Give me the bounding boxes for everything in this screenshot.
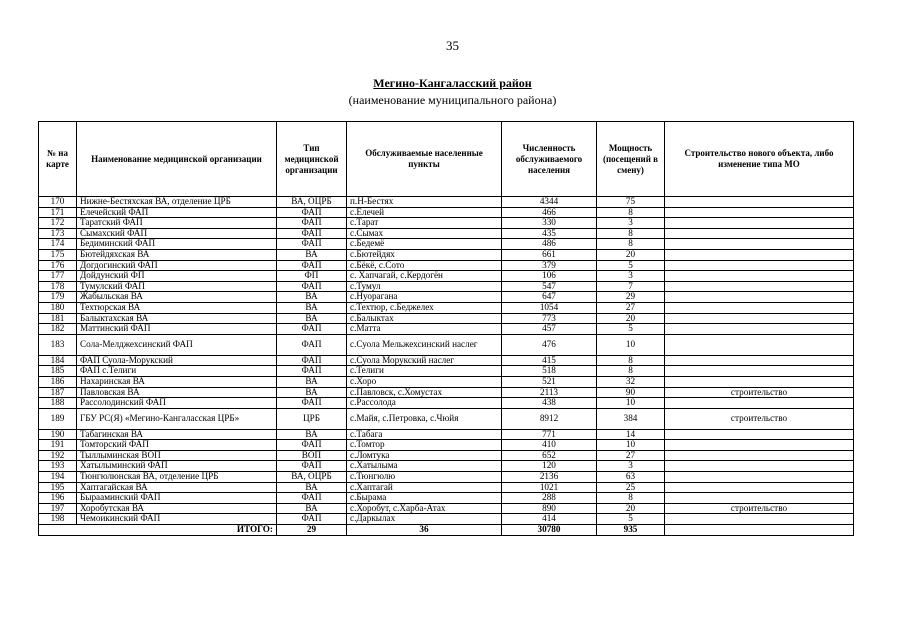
cell-construction [665, 461, 854, 472]
header-capacity: Мощность (посещений в смену) [597, 122, 665, 197]
cell-population: 521 [502, 376, 597, 387]
cell-construction [665, 514, 854, 525]
cell-population: 438 [502, 398, 597, 409]
cell-org-name: Таратский ФАП [77, 218, 277, 229]
cell-construction [665, 302, 854, 313]
table-row [39, 281, 854, 292]
cell-construction [665, 324, 854, 335]
cell-map-number: 170 [39, 197, 77, 208]
total-types: 29 [277, 525, 347, 536]
cell-population: 1021 [502, 482, 597, 493]
cell-settlements: п.Н-Бестях [347, 197, 502, 208]
cell-org-type: ФАП [277, 493, 347, 504]
table-row [39, 429, 854, 440]
cell-org-type: ВА [277, 292, 347, 303]
cell-org-type: ВА, ОЦРБ [277, 197, 347, 208]
header-construction: Строительство нового объекта, либо изменение типа МО [665, 122, 854, 197]
cell-population: 466 [502, 207, 597, 218]
cell-population: 547 [502, 281, 597, 292]
cell-org-type: ФАП [277, 239, 347, 250]
cell-settlements: с. Хапчагай, с.Кердогён [347, 271, 502, 282]
cell-org-type: ФАП [277, 207, 347, 218]
cell-map-number: 178 [39, 281, 77, 292]
cell-capacity: 27 [597, 302, 665, 313]
cell-population: 486 [502, 239, 597, 250]
cell-population: 379 [502, 260, 597, 271]
cell-capacity: 10 [597, 440, 665, 451]
cell-capacity: 14 [597, 429, 665, 440]
cell-construction [665, 472, 854, 483]
cell-map-number: 189 [39, 408, 77, 429]
cell-org-type: ФАП [277, 228, 347, 239]
cell-construction [665, 334, 854, 355]
cell-construction [665, 493, 854, 504]
cell-construction [665, 429, 854, 440]
cell-capacity: 27 [597, 450, 665, 461]
cell-settlements: с.Бютейдях [347, 249, 502, 260]
cell-settlements: с.Матта [347, 324, 502, 335]
cell-capacity: 5 [597, 260, 665, 271]
cell-map-number: 177 [39, 271, 77, 282]
cell-population: 288 [502, 493, 597, 504]
cell-population: 8912 [502, 408, 597, 429]
table-row [39, 292, 854, 303]
cell-org-name: Бютейдяхская ВА [77, 249, 277, 260]
cell-capacity: 20 [597, 503, 665, 514]
cell-map-number: 188 [39, 398, 77, 409]
cell-population: 518 [502, 366, 597, 377]
cell-settlements: с.Елечей [347, 207, 502, 218]
cell-map-number: 191 [39, 440, 77, 451]
cell-settlements: с.Балыктах [347, 313, 502, 324]
cell-settlements: с.Телиги [347, 366, 502, 377]
cell-capacity: 3 [597, 461, 665, 472]
cell-population: 120 [502, 461, 597, 472]
header-settlements: Обслуживаемые населенные пункты [347, 122, 502, 197]
cell-org-name: ГБУ РС(Я) «Мегино-Кангаласская ЦРБ» [77, 408, 277, 429]
cell-settlements: с.Майя, с.Петровка, с.Чюйя [347, 408, 502, 429]
cell-org-name: Дойдунский ФП [77, 271, 277, 282]
cell-org-name: Рассолодинский ФАП [77, 398, 277, 409]
cell-org-name: Тыллыминская ВОП [77, 450, 277, 461]
cell-population: 661 [502, 249, 597, 260]
cell-org-type: ВА [277, 482, 347, 493]
cell-org-name: Хатылыминский ФАП [77, 461, 277, 472]
cell-population: 106 [502, 271, 597, 282]
facilities-table [38, 121, 854, 536]
cell-settlements: с.Хоро [347, 376, 502, 387]
table-row [39, 514, 854, 525]
cell-map-number: 196 [39, 493, 77, 504]
cell-construction [665, 218, 854, 229]
cell-capacity: 10 [597, 334, 665, 355]
cell-org-type: ФАП [277, 260, 347, 271]
table-row [39, 440, 854, 451]
cell-org-type: ВА [277, 313, 347, 324]
cell-map-number: 174 [39, 239, 77, 250]
cell-construction [665, 398, 854, 409]
table-row [39, 366, 854, 377]
cell-org-name: Елечейский ФАП [77, 207, 277, 218]
table-row [39, 271, 854, 282]
cell-org-type: ВА [277, 503, 347, 514]
cell-org-type: ВА [277, 387, 347, 398]
cell-map-number: 179 [39, 292, 77, 303]
cell-construction [665, 239, 854, 250]
cell-settlements: с.Нуорагана [347, 292, 502, 303]
cell-construction [665, 207, 854, 218]
header-org-type: Тип медицинской организации [277, 122, 347, 197]
cell-population: 415 [502, 355, 597, 366]
cell-capacity: 32 [597, 376, 665, 387]
cell-org-type: ФАП [277, 334, 347, 355]
table-row [39, 450, 854, 461]
cell-map-number: 183 [39, 334, 77, 355]
cell-org-type: ФАП [277, 366, 347, 377]
cell-population: 330 [502, 218, 597, 229]
table-row [39, 239, 854, 250]
cell-construction [665, 197, 854, 208]
table-row [39, 387, 854, 398]
cell-org-name: Бедиминский ФАП [77, 239, 277, 250]
cell-org-name: Техтюрская ВА [77, 302, 277, 313]
header-map-number: № на карте [39, 122, 77, 197]
table-row [39, 493, 854, 504]
cell-org-type: ВА [277, 376, 347, 387]
cell-construction: строительство [665, 503, 854, 514]
table-row [39, 355, 854, 366]
cell-population: 890 [502, 503, 597, 514]
cell-map-number: 184 [39, 355, 77, 366]
cell-org-name: Чемоикинский ФАП [77, 514, 277, 525]
cell-construction [665, 313, 854, 324]
cell-capacity: 10 [597, 398, 665, 409]
total-row [39, 525, 854, 536]
cell-org-name: Сымахский ФАП [77, 228, 277, 239]
cell-map-number: 172 [39, 218, 77, 229]
cell-capacity: 5 [597, 514, 665, 525]
cell-capacity: 8 [597, 493, 665, 504]
cell-capacity: 90 [597, 387, 665, 398]
cell-population: 1054 [502, 302, 597, 313]
table-row [39, 207, 854, 218]
cell-settlements: с.Хоробут, с.Харба-Атах [347, 503, 502, 514]
cell-settlements: с.Суола Морукский наслег [347, 355, 502, 366]
cell-org-name: Сола-Мелджехсинский ФАП [77, 334, 277, 355]
cell-map-number: 198 [39, 514, 77, 525]
cell-population: 2113 [502, 387, 597, 398]
cell-org-type: ФАП [277, 398, 347, 409]
header-org-name: Наименование медицинской организации [77, 122, 277, 197]
table-row [39, 503, 854, 514]
cell-construction [665, 249, 854, 260]
table-row [39, 334, 854, 355]
table-row [39, 260, 854, 271]
cell-population: 2136 [502, 472, 597, 483]
cell-construction [665, 292, 854, 303]
table-body [39, 197, 854, 525]
total-settlements: 36 [347, 525, 502, 536]
cell-org-type: ВА [277, 429, 347, 440]
cell-population: 652 [502, 450, 597, 461]
cell-capacity: 8 [597, 366, 665, 377]
cell-org-name: Тюнгюлюнская ВА, отделение ЦРБ [77, 472, 277, 483]
cell-org-type: ФП [277, 271, 347, 282]
cell-construction [665, 271, 854, 282]
cell-org-name: ФАП Суола-Морукский [77, 355, 277, 366]
cell-map-number: 180 [39, 302, 77, 313]
cell-settlements: с.Томтор [347, 440, 502, 451]
cell-capacity: 20 [597, 249, 665, 260]
cell-org-name: Томторский ФАП [77, 440, 277, 451]
cell-map-number: 193 [39, 461, 77, 472]
table-row [39, 398, 854, 409]
cell-capacity: 7 [597, 281, 665, 292]
cell-org-type: ВА [277, 249, 347, 260]
cell-population: 414 [502, 514, 597, 525]
table-row [39, 324, 854, 335]
cell-capacity: 8 [597, 355, 665, 366]
cell-org-type: ФАП [277, 514, 347, 525]
cell-capacity: 3 [597, 218, 665, 229]
cell-org-name: Табагинская ВА [77, 429, 277, 440]
cell-map-number: 195 [39, 482, 77, 493]
cell-population: 773 [502, 313, 597, 324]
cell-org-type: ФАП [277, 355, 347, 366]
cell-construction [665, 281, 854, 292]
cell-map-number: 182 [39, 324, 77, 335]
cell-capacity: 29 [597, 292, 665, 303]
cell-settlements: с.Тюнгюлю [347, 472, 502, 483]
cell-org-type: ФАП [277, 218, 347, 229]
cell-org-type: ФАП [277, 281, 347, 292]
cell-construction [665, 376, 854, 387]
cell-capacity: 5 [597, 324, 665, 335]
cell-org-name: Бырааминский ФАП [77, 493, 277, 504]
cell-capacity: 25 [597, 482, 665, 493]
cell-map-number: 194 [39, 472, 77, 483]
table-row [39, 461, 854, 472]
cell-capacity: 20 [597, 313, 665, 324]
cell-map-number: 197 [39, 503, 77, 514]
cell-org-name: Тумулский ФАП [77, 281, 277, 292]
cell-population: 435 [502, 228, 597, 239]
cell-population: 647 [502, 292, 597, 303]
cell-map-number: 187 [39, 387, 77, 398]
cell-settlements: с.Табага [347, 429, 502, 440]
cell-map-number: 175 [39, 249, 77, 260]
cell-org-name: Нахаринская ВА [77, 376, 277, 387]
cell-org-name: Догдогинский ФАП [77, 260, 277, 271]
cell-capacity: 8 [597, 239, 665, 250]
cell-org-type: ФАП [277, 461, 347, 472]
cell-construction: строительство [665, 408, 854, 429]
table-row [39, 302, 854, 313]
cell-map-number: 185 [39, 366, 77, 377]
cell-population: 771 [502, 429, 597, 440]
cell-capacity: 3 [597, 271, 665, 282]
cell-settlements: с.Хаптагай [347, 482, 502, 493]
cell-org-name: Маттинский ФАП [77, 324, 277, 335]
cell-settlements: с.Бёкё, с.Сото [347, 260, 502, 271]
table-row [39, 228, 854, 239]
table-row [39, 376, 854, 387]
cell-construction [665, 355, 854, 366]
cell-map-number: 176 [39, 260, 77, 271]
cell-map-number: 190 [39, 429, 77, 440]
cell-org-type: ВА, ОЦРБ [277, 472, 347, 483]
cell-settlements: с.Даркылах [347, 514, 502, 525]
cell-map-number: 173 [39, 228, 77, 239]
table-row [39, 408, 854, 429]
cell-org-name: ФАП с.Телиги [77, 366, 277, 377]
cell-org-name: Балыктахская ВА [77, 313, 277, 324]
cell-settlements: с.Бедемё [347, 239, 502, 250]
cell-settlements: с.Суола Мельжехсинский наслег [347, 334, 502, 355]
cell-org-type: ВА [277, 302, 347, 313]
cell-settlements: с.Бырама [347, 493, 502, 504]
cell-population: 476 [502, 334, 597, 355]
cell-settlements: с.Тумул [347, 281, 502, 292]
total-empty [665, 525, 854, 536]
cell-settlements: с.Рассолода [347, 398, 502, 409]
cell-map-number: 192 [39, 450, 77, 461]
cell-org-type: ФАП [277, 440, 347, 451]
cell-org-name: Жабыльская ВА [77, 292, 277, 303]
page-number: 35 [446, 38, 459, 53]
cell-org-name: Павловская ВА [77, 387, 277, 398]
table-row [39, 197, 854, 208]
cell-capacity: 384 [597, 408, 665, 429]
cell-settlements: с.Ломтука [347, 450, 502, 461]
cell-construction [665, 450, 854, 461]
cell-map-number: 171 [39, 207, 77, 218]
cell-settlements: с.Хатылыма [347, 461, 502, 472]
table-row [39, 482, 854, 493]
cell-map-number: 186 [39, 376, 77, 387]
total-label: ИТОГО: [39, 525, 277, 536]
cell-construction [665, 260, 854, 271]
cell-population: 4344 [502, 197, 597, 208]
cell-settlements: с.Тарат [347, 218, 502, 229]
cell-org-name: Хоробутская ВА [77, 503, 277, 514]
cell-org-name: Хаптагайская ВА [77, 482, 277, 493]
cell-capacity: 63 [597, 472, 665, 483]
cell-construction [665, 228, 854, 239]
table-row [39, 249, 854, 260]
total-population: 30780 [502, 525, 597, 536]
cell-capacity: 8 [597, 207, 665, 218]
cell-org-name: Нижне-Бестяхская ВА, отделение ЦРБ [77, 197, 277, 208]
table-row [39, 218, 854, 229]
page-title: Мегино-Кангаласский район [373, 76, 532, 90]
cell-construction [665, 482, 854, 493]
total-capacity: 935 [597, 525, 665, 536]
cell-settlements: с.Павловск, с.Хомустах [347, 387, 502, 398]
cell-construction [665, 366, 854, 377]
table-header-row [39, 122, 854, 197]
cell-org-type: ЦРБ [277, 408, 347, 429]
cell-map-number: 181 [39, 313, 77, 324]
cell-construction [665, 440, 854, 451]
cell-settlements: с.Техтюр, с.Беджелех [347, 302, 502, 313]
table-row [39, 472, 854, 483]
header-population: Численность обслуживаемого населения [502, 122, 597, 197]
cell-org-type: ФАП [277, 324, 347, 335]
cell-population: 410 [502, 440, 597, 451]
cell-settlements: с.Сымах [347, 228, 502, 239]
table-row [39, 313, 854, 324]
page-subtitle: (наименование муниципального района) [348, 93, 557, 107]
cell-org-type: ВОП [277, 450, 347, 461]
cell-population: 457 [502, 324, 597, 335]
cell-capacity: 75 [597, 197, 665, 208]
cell-construction: строительство [665, 387, 854, 398]
cell-capacity: 8 [597, 228, 665, 239]
